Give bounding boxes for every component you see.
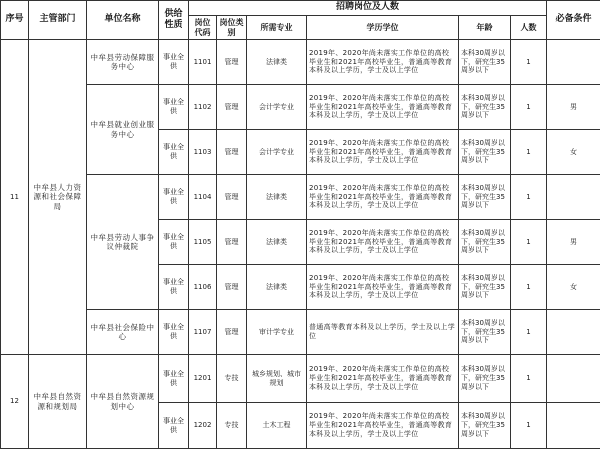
- major-cell: 土木工程: [247, 403, 307, 449]
- major-cell: 会计学专业: [247, 85, 307, 130]
- post-code-cell: 1102: [189, 85, 217, 130]
- group-dept: 中牟县人力资源和社会保障局: [29, 40, 87, 355]
- required-cell: [547, 175, 600, 220]
- unit-name: 中牟县劳动保障服务中心: [87, 40, 159, 85]
- degree-cell: 2019年、2020年尚未落实工作单位的高校毕业生和2021年高校毕业生，普通高等教育本科及以上学历，学士及以上学位: [307, 265, 459, 310]
- degree-cell: 2019年、2020年尚未落实工作单位的高校毕业生和2021年高校毕业生，普通高等教育本科及以上学历，学士及以上学位: [307, 355, 459, 403]
- required-cell: [547, 355, 600, 403]
- table-row: [1, 355, 600, 403]
- required-cell: [547, 403, 600, 449]
- post-type-cell: 管理: [217, 310, 247, 355]
- age-cell: 本科30周岁以下，研究生35周岁以下: [459, 175, 511, 220]
- count-cell: 1: [511, 310, 547, 355]
- major-cell: 法律类: [247, 175, 307, 220]
- age-cell: 本科30周岁以下，研究生35周岁以下: [459, 40, 511, 85]
- age-cell: 本科30周岁以下，研究生35周岁以下: [459, 130, 511, 175]
- post-type-cell: 专技: [217, 355, 247, 403]
- post-type-cell: 管理: [217, 130, 247, 175]
- header-seq: 序号: [1, 1, 29, 40]
- unit-name: 中牟县社会保险中心: [87, 310, 159, 355]
- group-dept: 中牟县自然资源和规划局: [29, 355, 87, 449]
- table-row: [1, 310, 600, 355]
- count-cell: 1: [511, 175, 547, 220]
- header-degree: 学历学位: [307, 16, 459, 40]
- post-code-cell: 1103: [189, 130, 217, 175]
- post-code-cell: 1202: [189, 403, 217, 449]
- count-cell: 1: [511, 130, 547, 175]
- post-code-cell: 1201: [189, 355, 217, 403]
- unit-name: 中牟县就业创业服务中心: [87, 85, 159, 175]
- required-cell: [547, 40, 600, 85]
- count-cell: 1: [511, 265, 547, 310]
- post-type-cell: 管理: [217, 175, 247, 220]
- required-cell: 女: [547, 130, 600, 175]
- post-type-cell: 管理: [217, 40, 247, 85]
- age-cell: 本科30周岁以下，研究生35周岁以下: [459, 220, 511, 265]
- major-cell: 法律类: [247, 265, 307, 310]
- age-cell: 本科30周岁以下，研究生35周岁以下: [459, 403, 511, 449]
- age-cell: 本科30周岁以下，研究生35周岁以下: [459, 355, 511, 403]
- supply-cell: 事业全供: [159, 220, 189, 265]
- major-cell: 城乡规划、城市规划: [247, 355, 307, 403]
- degree-cell: 2019年、2020年尚未落实工作单位的高校毕业生和2021年高校毕业生，普通高等教育本科及以上学历，学士及以上学位: [307, 130, 459, 175]
- post-type-cell: 管理: [217, 220, 247, 265]
- count-cell: 1: [511, 220, 547, 265]
- required-cell: 男: [547, 220, 600, 265]
- major-cell: 审计学专业: [247, 310, 307, 355]
- post-type-cell: 管理: [217, 85, 247, 130]
- table-row: [1, 85, 600, 130]
- supply-cell: 事业全供: [159, 265, 189, 310]
- supply-cell: 事业全供: [159, 310, 189, 355]
- header-required: 必备条件: [547, 1, 600, 40]
- table-row: [1, 40, 600, 85]
- supply-cell: 事业全供: [159, 130, 189, 175]
- post-type-cell: 管理: [217, 265, 247, 310]
- header-post-type: 岗位类别: [217, 16, 247, 40]
- supply-cell: 事业全供: [159, 175, 189, 220]
- count-cell: 1: [511, 403, 547, 449]
- required-cell: [547, 310, 600, 355]
- required-cell: 男: [547, 85, 600, 130]
- header-unit: 单位名称: [87, 1, 159, 40]
- post-code-cell: 1107: [189, 310, 217, 355]
- post-code-cell: 1106: [189, 265, 217, 310]
- unit-name: 中牟县自然资源规划中心: [87, 355, 159, 449]
- header-post-code: 岗位代码: [189, 16, 217, 40]
- degree-cell: 2019年、2020年尚未落实工作单位的高校毕业生和2021年高校毕业生，普通高等教育本科及以上学历，学士及以上学位: [307, 40, 459, 85]
- degree-cell: 2019年、2020年尚未落实工作单位的高校毕业生和2021年高校毕业生，普通高等教育本科及以上学历，学士及以上学位: [307, 175, 459, 220]
- count-cell: 1: [511, 85, 547, 130]
- header-supply: 供给性质: [159, 1, 189, 40]
- supply-cell: 事业全供: [159, 85, 189, 130]
- post-code-cell: 1104: [189, 175, 217, 220]
- post-code-cell: 1105: [189, 220, 217, 265]
- major-cell: 法律类: [247, 40, 307, 85]
- header-count: 人数: [511, 16, 547, 40]
- supply-cell: 事业全供: [159, 355, 189, 403]
- age-cell: 本科30周岁以下，研究生35周岁以下: [459, 85, 511, 130]
- unit-name: 中牟县劳动人事争议仲裁院: [87, 175, 159, 310]
- post-code-cell: 1101: [189, 40, 217, 85]
- header-dept: 主管部门: [29, 1, 87, 40]
- major-cell: 会计学专业: [247, 130, 307, 175]
- count-cell: 1: [511, 355, 547, 403]
- age-cell: 本科30周岁以下，研究生35周岁以下: [459, 310, 511, 355]
- group-seq: 11: [1, 40, 29, 355]
- age-cell: 本科30周岁以下，研究生35周岁以下: [459, 265, 511, 310]
- count-cell: 1: [511, 40, 547, 85]
- required-cell: 女: [547, 265, 600, 310]
- post-type-cell: 专技: [217, 403, 247, 449]
- header-posts-group: 招聘岗位及人数: [189, 1, 547, 16]
- header-age: 年龄: [459, 16, 511, 40]
- major-cell: 法律类: [247, 220, 307, 265]
- supply-cell: 事业全供: [159, 40, 189, 85]
- table-row: [1, 175, 600, 220]
- degree-cell: 2019年、2020年尚未落实工作单位的高校毕业生和2021年高校毕业生，普通高等教育本科及以上学历，学士及以上学位: [307, 220, 459, 265]
- supply-cell: 事业全供: [159, 403, 189, 449]
- group-seq: 12: [1, 355, 29, 449]
- header-major: 所需专业: [247, 16, 307, 40]
- degree-cell: 2019年、2020年尚未落实工作单位的高校毕业生和2021年高校毕业生，普通高等教育本科及以上学历，学士及以上学位: [307, 85, 459, 130]
- degree-cell: 普通高等教育本科及以上学历，学士及以上学位: [307, 310, 459, 355]
- degree-cell: 2019年、2020年尚未落实工作单位的高校毕业生和2021年高校毕业生，普通高等教育本科及以上学历，学士及以上学位: [307, 403, 459, 449]
